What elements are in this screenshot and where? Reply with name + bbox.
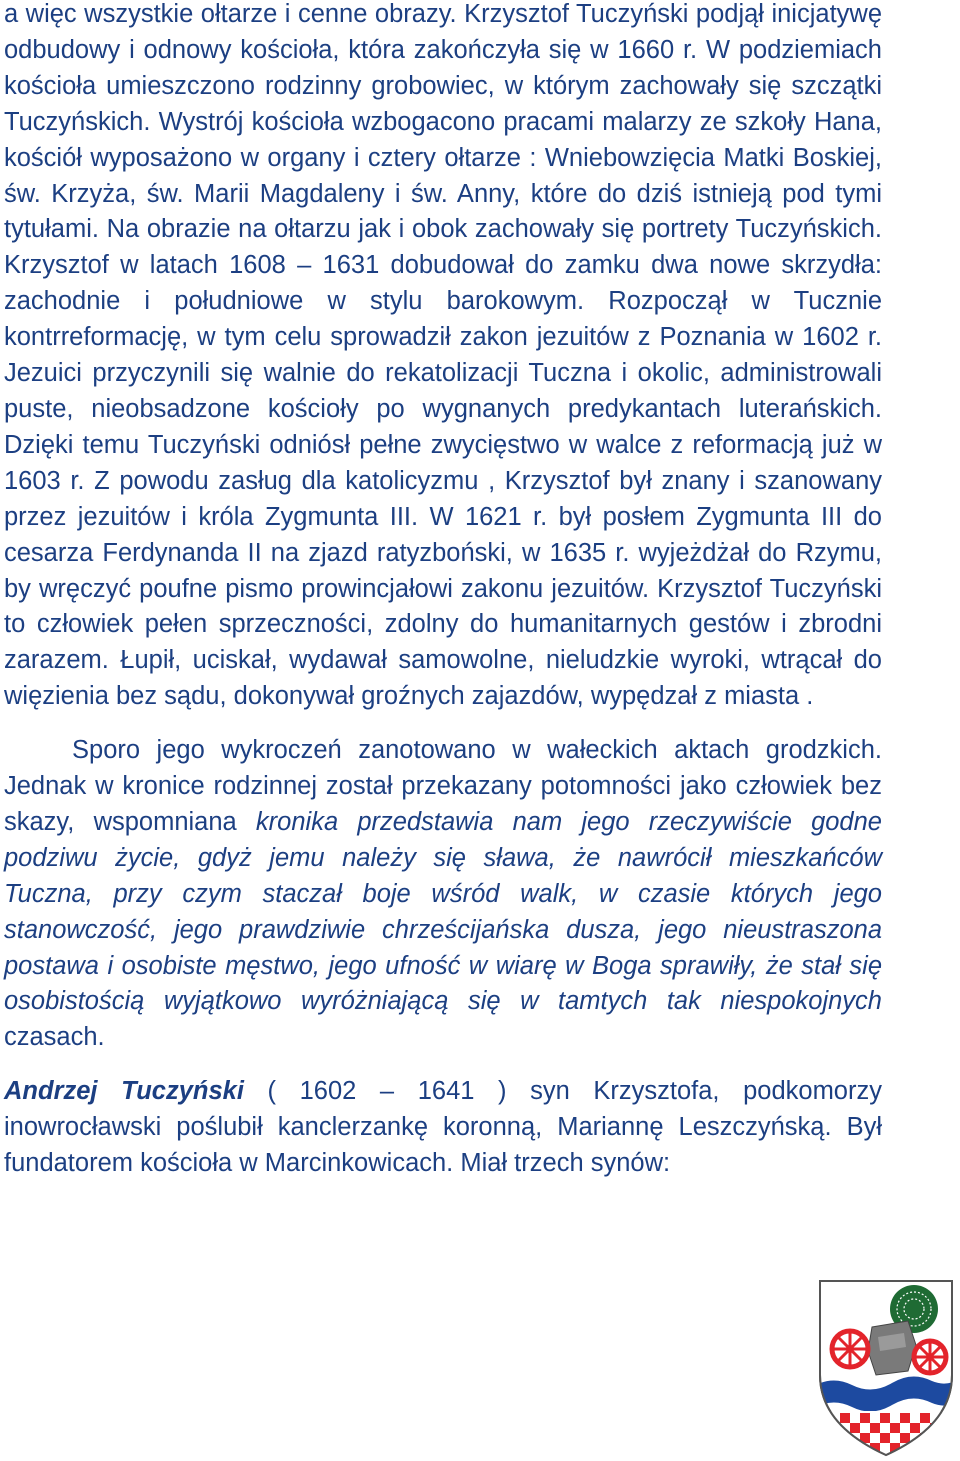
document-page [4, 0, 882, 1182]
paragraph-chronicle [4, 733, 882, 1056]
paragraph-andrzej [4, 1074, 882, 1182]
paragraph-history: a więc wszystkie ołtarze i cenne obrazy. Krzysztof Tuczyński podjął inicjatywę odbudowy i odnowy kościoła, która zakończyła się w 1660 r. W podziemiach kościoła umieszczono rodzinny grobowiec, w którym zachowały się szczątki Tuczyńskich. Wystrój kościoła wzbogacono pracami malarzy ze szkoły Hana, kościół wyposażono w organy i cztery ołtarze : Wniebowzięcia Matki Boskiej, św. Krzyża, św. Marii Magdaleny i św. Anny, które do dziś istnieją pod tymi tytułami. Na obrazie na ołtarzu jak i obok zachowały się portrety Tuczyńskich. Krzysztof w latach 1608 – 1631 dobudował do zamku dwa nowe skrzydła: zachodnie i południowe w stylu barokowym. Rozpoczął w Tucznie kontrreformację, w tym celu sprowadził zakon jezuitów z Poznania w 1602 r. Jezuici przyczynili się walnie do rekatolizacji Tuczna i okolic, administrowali puste, nieobsadzone kościoły po wygnanych predykantach luterańskich. Dzięki temu Tuczyński odniósł pełne zwycięstwo w walce z reformacją już w 1603 r. Z powodu zasług dla katolicyzmu , Krzysztof był znany i szanowany przez jezuitów i króla Zygmunta III. W 1621 r. był posłem Zygmunta III do cesarza Ferdynanda II na zjazd ratyzboński, w 1635 r. wyjeżdżał do Rzymu, by wręczyć poufne pismo prowincjałowi zakonu jezuitów. Krzysztof Tuczyński to człowiek pełen sprzeczności, zdolny do humanitarnych gestów i zbrodni zarazem. Łupił, uciskał, wydawał samowolne, nieludzkie wyroki, wtrącał do więzienia bez sądu, dokonywał groźnych zajazdów, wypędzał z miasta . [4, 0, 882, 711]
wheel-right-icon [914, 1341, 946, 1373]
paragraph-andrzej-text: ( 1602 – 1641 ) syn Krzysztofa, podkomorzy inowrocławski poślubił kanclerzankę koronną, Mariannę Leszczyńską. Był fundatorem kościoła w Marcinkowicach. Miał trzech synów: [4, 1077, 882, 1178]
person-name: Andrzej Tuczyński [4, 1077, 244, 1106]
paragraph-chronicle-end: czasach. [4, 1023, 105, 1052]
wheel-left-icon [832, 1331, 868, 1367]
paragraph-chronicle-italic: kronika przedstawia nam jego rzeczywiście godne podziwu życie, gdyż jemu należy się sława, że nawrócił mieszkańców Tuczna, przy czym staczał boje wśród walk, w czasie których jego stanowczość, jego prawdziwie chrześcijańska dusza, jego nieustraszona postawa i osobiste męstwo, jego ufność w wiarę w Boga sprawiły, że stał się osobistością wyjątkowo wyróżniającą się w tamtych tak niespokojnych [4, 807, 882, 1016]
paragraph-chronicle-normal: Sporo jego wykroczeń zanotowano w wałeckich aktach grodzkich. Jednak w kronice rodzinnej został przekazany potomności jako człowiek bez skazy, wspomniana [4, 736, 882, 836]
coat-of-arms-icon [812, 1275, 960, 1461]
